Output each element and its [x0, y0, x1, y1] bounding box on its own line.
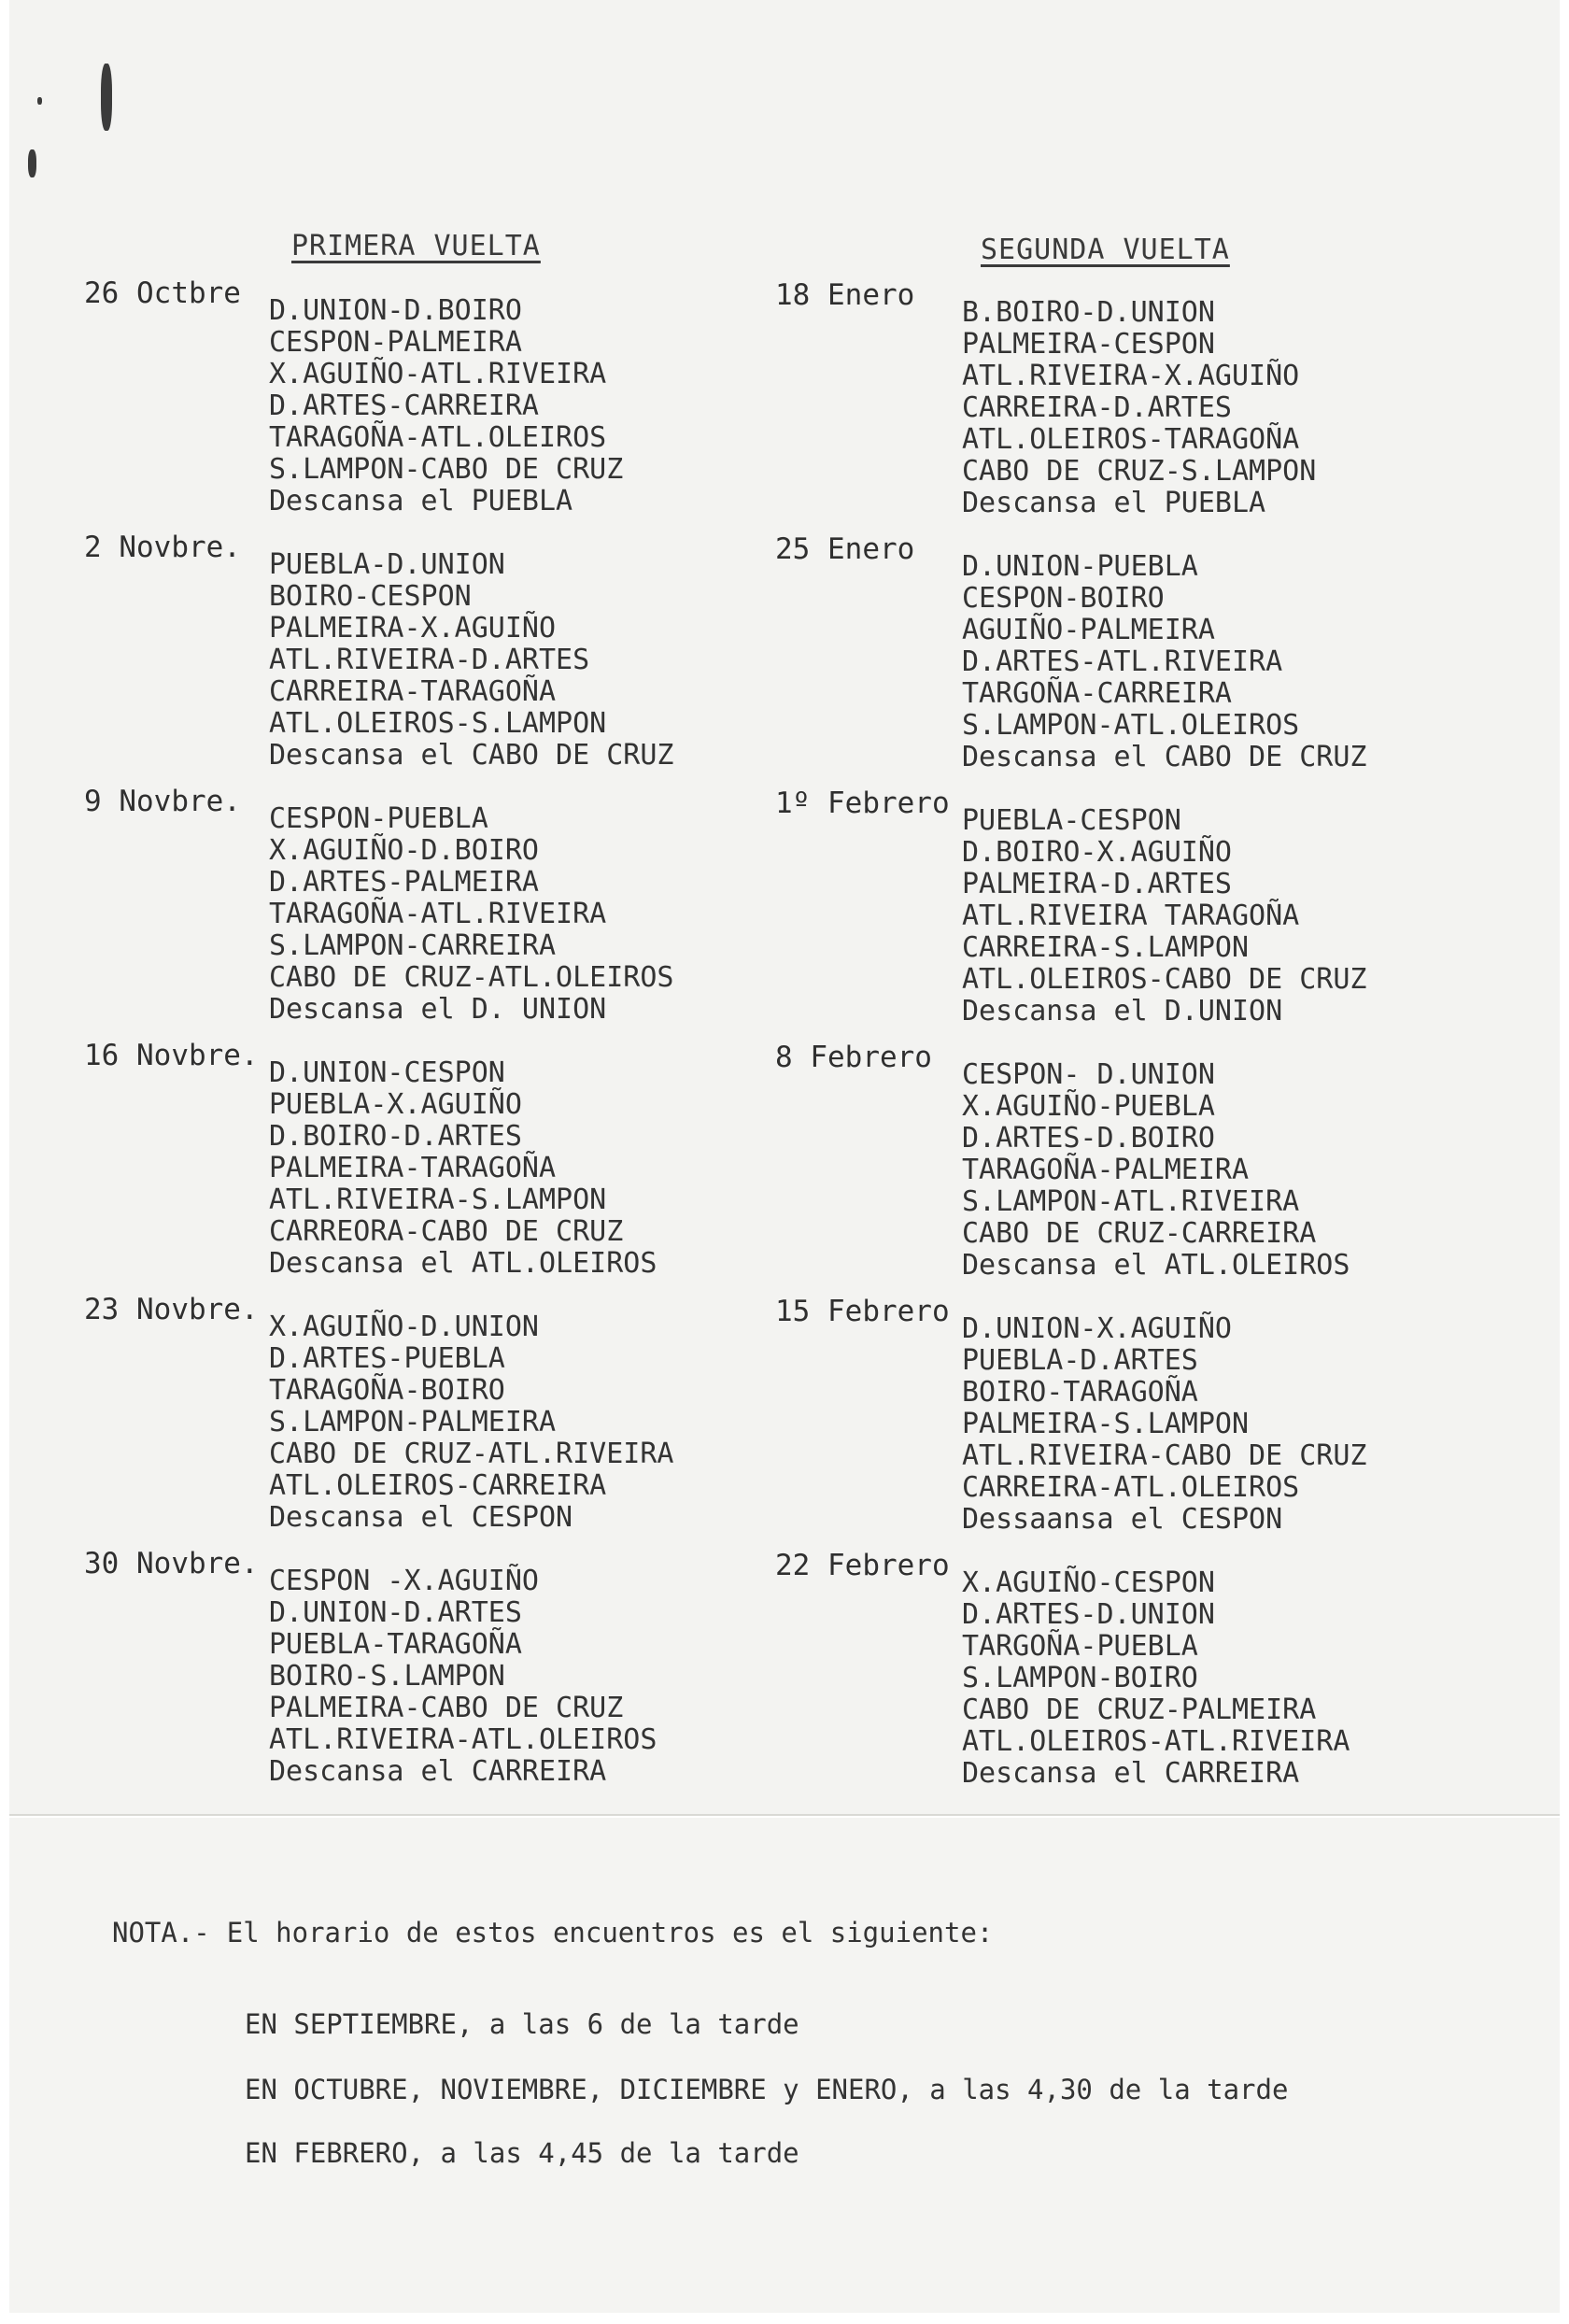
rest-team: Descansa el ATL.OLEIROS	[962, 1249, 1350, 1282]
round	[775, 786, 1466, 1041]
match: S.LAMPON-PALMEIRA	[269, 1406, 557, 1438]
match: S.LAMPON-CARREIRA	[269, 929, 557, 962]
match: ATL.RIVEIRA-D.ARTES	[269, 644, 590, 676]
match: PALMEIRA-S.LAMPON	[962, 1408, 1250, 1440]
rest-team: Descansa el ATL.OLEIROS	[269, 1247, 657, 1280]
round	[84, 1293, 738, 1547]
match: S.LAMPON-ATL.OLEIROS	[962, 709, 1300, 742]
match: CARREIRA-ATL.OLEIROS	[962, 1471, 1300, 1504]
second-leg-heading: SEGUNDA VUELTA	[981, 234, 1230, 266]
match: CESPON-BOIRO	[962, 582, 1165, 615]
match: TARGOÑA-PUEBLA	[962, 1630, 1198, 1663]
match-list	[269, 549, 673, 772]
round-date: 2 Novbre.	[84, 531, 241, 564]
match: PUEBLA-CESPON	[962, 804, 1181, 837]
staple-mark	[28, 149, 36, 177]
match: D.UNION-PUEBLA	[962, 550, 1198, 583]
second-leg-column	[775, 278, 1466, 1803]
match-list	[269, 1566, 657, 1788]
match: CESPON-PUEBLA	[269, 802, 488, 835]
staple-mark	[101, 64, 112, 131]
rest-team: Descansa el CABO DE CRUZ	[269, 739, 674, 772]
match: ATL.RIVEIRA-ATL.OLEIROS	[269, 1723, 657, 1756]
match: ATL.OLEIROS-ATL.RIVEIRA	[962, 1725, 1350, 1758]
match: ATL.RIVEIRA-CABO DE CRUZ	[962, 1439, 1367, 1472]
round	[84, 785, 738, 1039]
match: CARREIRA-D.ARTES	[962, 391, 1232, 424]
match: PALMEIRA-CABO DE CRUZ	[269, 1692, 624, 1724]
match-list	[962, 1313, 1366, 1536]
round	[775, 1041, 1466, 1295]
match: S.LAMPON-CABO DE CRUZ	[269, 453, 624, 486]
match-list	[962, 551, 1366, 773]
match: ATL.RIVEIRA-X.AGUIÑO	[962, 360, 1300, 392]
match: X.AGUIÑO-PUEBLA	[962, 1090, 1215, 1123]
match: B.BOIRO-D.UNION	[962, 296, 1215, 329]
match: ATL.RIVEIRA TARAGOÑA	[962, 900, 1300, 932]
first-leg-heading: PRIMERA VUELTA	[291, 230, 541, 262]
rest-team: Descansa el CABO DE CRUZ	[962, 741, 1367, 773]
match: D.ARTES-ATL.RIVEIRA	[962, 645, 1283, 678]
match: D.UNION-CESPON	[269, 1056, 505, 1089]
match: CABO DE CRUZ-CARREIRA	[962, 1217, 1317, 1250]
match: PALMEIRA-TARAGOÑA	[269, 1152, 557, 1184]
match: D.ARTES-CARREIRA	[269, 390, 539, 422]
rest-team: Descansa el CARREIRA	[962, 1757, 1300, 1790]
match: PALMEIRA-CESPON	[962, 328, 1215, 361]
round-date: 9 Novbre.	[84, 785, 241, 818]
match: ATL.OLEIROS-CABO DE CRUZ	[962, 963, 1367, 996]
round	[775, 1549, 1466, 1803]
match: CARREORA-CABO DE CRUZ	[269, 1215, 624, 1248]
match: X.AGUIÑO-D.BOIRO	[269, 834, 539, 867]
match: PUEBLA-X.AGUIÑO	[269, 1088, 522, 1121]
round-date: 16 Novbre.	[84, 1039, 259, 1072]
match: ATL.RIVEIRA-S.LAMPON	[269, 1183, 607, 1216]
match: CARREIRA-S.LAMPON	[962, 931, 1250, 964]
match-list	[269, 1311, 673, 1534]
match: CARREIRA-TARAGOÑA	[269, 675, 557, 708]
note	[112, 1917, 993, 1948]
schedule-line: EN OCTUBRE, NOVIEMBRE, DICIEMBRE y ENERO, a las 4,30 de la tarde	[245, 2074, 1289, 2105]
rest-team: Descansa el CARREIRA	[269, 1755, 607, 1788]
round-date: 8 Febrero	[775, 1041, 932, 1074]
match-list	[269, 295, 623, 517]
match: X.AGUIÑO-CESPON	[962, 1566, 1215, 1599]
match-list	[962, 297, 1316, 519]
round-date: 30 Novbre.	[84, 1547, 259, 1580]
match: CABO DE CRUZ-ATL.OLEIROS	[269, 961, 674, 994]
round-date: 22 Febrero	[775, 1549, 950, 1582]
match-list	[269, 803, 673, 1026]
match: BOIRO-CESPON	[269, 580, 472, 613]
rest-team: Descansa el D. UNION	[269, 993, 607, 1026]
match: CABO DE CRUZ-PALMEIRA	[962, 1693, 1317, 1726]
match-list	[269, 1057, 657, 1280]
rest-team: Descansa el PUEBLA	[962, 487, 1266, 519]
match: CABO DE CRUZ-ATL.RIVEIRA	[269, 1438, 674, 1470]
match: CESPON-PALMEIRA	[269, 326, 522, 359]
round-date: 18 Enero	[775, 278, 915, 312]
round	[775, 532, 1466, 786]
match: S.LAMPON-BOIRO	[962, 1662, 1198, 1694]
second-leg-rounds	[775, 278, 1466, 1803]
match-list	[962, 1567, 1350, 1790]
round-date: 1º Febrero	[775, 786, 950, 820]
match: BOIRO-TARAGOÑA	[962, 1376, 1198, 1409]
match: TARAGOÑA-BOIRO	[269, 1374, 505, 1407]
match: D.UNION-D.ARTES	[269, 1596, 522, 1629]
match: AGUIÑO-PALMEIRA	[962, 614, 1215, 646]
match: CABO DE CRUZ-S.LAMPON	[962, 455, 1317, 488]
rest-team: Descansa el PUEBLA	[269, 485, 573, 517]
match: X.AGUIÑO-ATL.RIVEIRA	[269, 358, 607, 390]
staple-mark	[37, 97, 42, 105]
match: ATL.OLEIROS-S.LAMPON	[269, 707, 607, 740]
round	[84, 276, 738, 531]
match: ATL.OLEIROS-TARAGOÑA	[962, 423, 1300, 456]
match-list	[962, 805, 1366, 1027]
match-list	[962, 1059, 1350, 1282]
schedule-line: EN FEBRERO, a las 4,45 de la tarde	[245, 2137, 799, 2169]
match: CESPON- D.UNION	[962, 1058, 1215, 1091]
match: TARAGOÑA-ATL.OLEIROS	[269, 421, 607, 454]
match: PUEBLA-D.ARTES	[962, 1344, 1198, 1377]
match: S.LAMPON-ATL.RIVEIRA	[962, 1185, 1300, 1218]
round	[84, 531, 738, 785]
match: D.ARTES-D.UNION	[962, 1598, 1215, 1631]
round-date: 15 Febrero	[775, 1295, 950, 1328]
match: PALMEIRA-X.AGUIÑO	[269, 612, 557, 645]
match: TARAGOÑA-PALMEIRA	[962, 1154, 1250, 1186]
match: X.AGUIÑO-D.UNION	[269, 1311, 539, 1343]
match: D.UNION-D.BOIRO	[269, 294, 522, 327]
first-leg-column	[84, 276, 738, 1801]
match: PUEBLA-D.UNION	[269, 548, 505, 581]
round-date: 23 Novbre.	[84, 1293, 259, 1326]
round	[84, 1039, 738, 1293]
match: PUEBLA-TARAGOÑA	[269, 1628, 522, 1661]
match: D.BOIRO-X.AGUIÑO	[962, 836, 1232, 869]
schedule-line: EN SEPTIEMBRE, a las 6 de la tarde	[245, 2008, 799, 2040]
match: BOIRO-S.LAMPON	[269, 1660, 505, 1693]
first-leg-rounds	[84, 276, 738, 1801]
note-label: NOTA.-	[112, 1917, 210, 1948]
match: D.ARTES-PALMEIRA	[269, 866, 539, 899]
match: TARGOÑA-CARREIRA	[962, 677, 1232, 710]
rest-team: Dessaansa el CESPON	[962, 1503, 1283, 1536]
match: TARAGOÑA-ATL.RIVEIRA	[269, 898, 607, 930]
note-sheet	[9, 1818, 1560, 2313]
round-date: 26 Octbre	[84, 276, 241, 310]
round	[84, 1547, 738, 1801]
match: ATL.OLEIROS-CARREIRA	[269, 1469, 607, 1502]
round	[775, 1295, 1466, 1549]
round	[775, 278, 1466, 532]
match: D.ARTES-PUEBLA	[269, 1342, 505, 1375]
match: D.UNION-X.AGUIÑO	[962, 1312, 1232, 1345]
rest-team: Descansa el CESPON	[269, 1501, 573, 1534]
match: PALMEIRA-D.ARTES	[962, 868, 1232, 900]
note-text: El horario de estos encuentros es el siguiente:	[226, 1917, 994, 1948]
match: CESPON -X.AGUIÑO	[269, 1565, 539, 1597]
round-date: 25 Enero	[775, 532, 915, 566]
rest-team: Descansa el D.UNION	[962, 995, 1283, 1027]
match: D.ARTES-D.BOIRO	[962, 1122, 1215, 1155]
match: D.BOIRO-D.ARTES	[269, 1120, 522, 1153]
